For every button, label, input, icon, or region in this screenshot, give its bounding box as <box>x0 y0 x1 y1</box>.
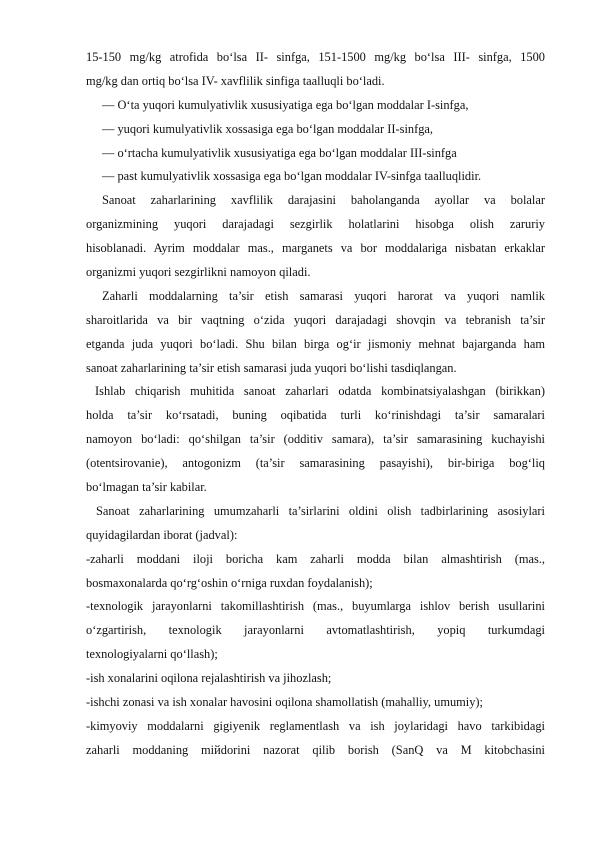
list-item: -ish xonalarini oqilona rejalashtirish va jihozlash; <box>86 671 332 686</box>
text-line: bo‘lmagan ta’sir kabilar. <box>86 480 207 495</box>
text-line: etganda juda yuqori bo‘ladi. Shu bilan birga og‘ir jismoniy mehnat bajarganda ham <box>86 336 545 351</box>
text-line: (otentsirovanie), antogonizm (ta’sir samarasining pasayishi), bir-biriga bog‘liq <box>86 456 545 471</box>
list-item: -texnologik jarayonlarni takomillashtirish (mas., buyumlarga ishlov berish usullarini <box>86 599 545 614</box>
text-line: namoyon bo‘ladi: qo‘shilgan ta’sir (odditiv samara), ta’sir samarasining kuchayishi <box>86 432 545 447</box>
text-line: holda ta’sir ko‘rsatadi, buning oqibatida turli ko‘rinishdagi ta’sir samaralari <box>86 408 545 423</box>
list-item: -zaharli moddani iloji boricha kam zaharli modda bilan almashtirish (mas., <box>86 551 545 566</box>
text-line: organizmining yuqori darajadagi sezgirlik holatlarini hisobga olish zaruriy <box>86 217 545 232</box>
text-line: sharoitlarida va bir vaqtning o‘zida yuqori darajadagi shovqin va tebranish ta’sir <box>86 312 545 327</box>
paragraph-start: Zaharli moddalarning ta’sir etish samarasi yuqori harorat va yuqori namlik <box>102 288 545 303</box>
text-line: mg/kg dan ortiq bo‘lsa IV- xavflilik sinfiga taalluqli bo‘ladi. <box>86 73 385 88</box>
document-page <box>86 46 545 763</box>
list-item: — yuqori kumulyativlik xossasiga ega bo‘lgan moddalar II-sinfga, <box>102 121 434 136</box>
list-item: -ishchi zonasi va ish xonalar havosini oqilona shamollatish (mahalliy, umumiy); <box>86 695 484 710</box>
text-line: texnologiyalarni qo‘llash); <box>86 647 218 662</box>
text-line: zaharli moddaning miйdorini nazorat qilib borish (SanQ va M kitobchasini <box>86 742 545 757</box>
text-line: o‘zgartirish, texnologik jarayonlarni avtomatlashtirish, yopiq turkumdagi <box>86 623 545 638</box>
text-line: sanoat zaharlarining ta’sir etish samarasi juda yuqori bo‘lishi tasdiqlangan. <box>86 360 457 375</box>
paragraph-start: Sanoat zaharlarining umumzaharli ta’sirlarini oldini olish tadbirlarining asosiylari <box>96 503 545 518</box>
list-item: — o‘rtacha kumulyativlik xususiyatiga ega bo‘lgan moddalar III-sinfga <box>102 145 457 160</box>
paragraph-start: Sanoat zaharlarining xavflilik darajasini baholanganda ayollar va bolalar <box>102 193 545 208</box>
text-line: organizmi yuqori sezgirlikni namoyon qiladi. <box>86 265 311 280</box>
text-line: hisoblanadi. Ayrim moddalar mas., marganets va bor moddalariga nisbatan erkaklar <box>86 241 545 256</box>
list-item: — past kumulyativlik xossasiga ega bo‘lgan moddalar IV-sinfga taalluqlidir. <box>102 169 482 184</box>
list-item: — O‘ta yuqori kumulyativlik xususiyatiga ega bo‘lgan moddalar I-sinfga, <box>102 97 469 112</box>
list-item: -kimyoviy moddalarni gigiyenik reglamentlash va ish joylaridagi havo tarkibidagi <box>86 718 545 733</box>
text-line: bosmaxonalarda qo‘rg‘oshin o‘rniga ruxdan foydalanish); <box>86 575 373 590</box>
paragraph-start: Ishlab chiqarish muhitida sanoat zaharlari odatda kombinatsiyalashgan (birikkan) <box>95 384 545 399</box>
text-line: 15-150 mg/kg atrofida bo‘lsa II- sinfga, 151-1500 mg/kg bo‘lsa III- sinfga, 1500 <box>86 50 545 64</box>
text-line: quyidagilardan iborat (jadval): <box>86 527 238 542</box>
